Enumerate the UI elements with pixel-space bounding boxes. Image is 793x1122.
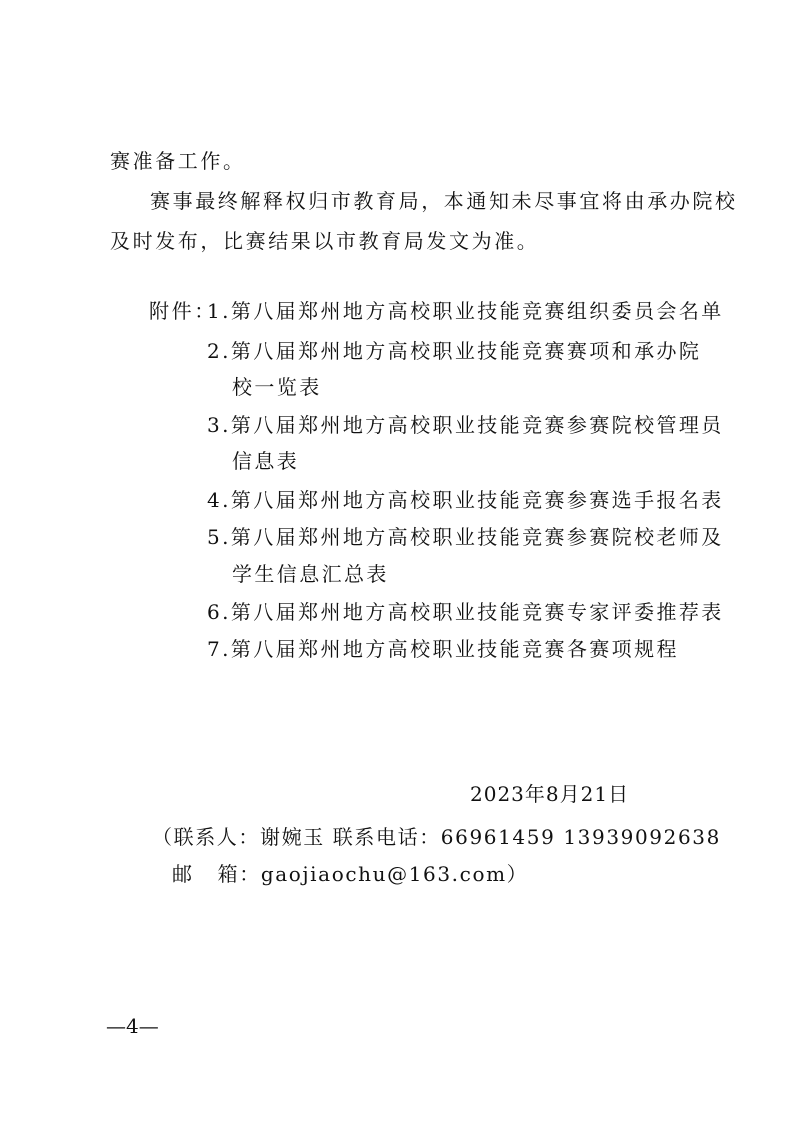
attachment-item-2-cont: 校一览表 xyxy=(232,375,322,399)
contact-person: 谢婉玉 xyxy=(260,825,325,849)
attachment-item-3-cont: 信息表 xyxy=(232,449,300,473)
contact-phone-label: 联系电话： xyxy=(332,825,441,849)
contact-person-label: 联系人： xyxy=(173,825,261,849)
attachment-item-1: 1.第八届郑州地方高校职业技能竞赛组织委员会名单 xyxy=(207,299,724,323)
attachment-item-7: 7.第八届郑州地方高校职业技能竞赛各赛项规程 xyxy=(207,637,679,661)
email-line xyxy=(172,862,528,886)
attachment-item-4: 4.第八届郑州地方高校职业技能竞赛参赛选手报名表 xyxy=(207,488,724,512)
attachment-item-5: 5.第八届郑州地方高校职业技能竞赛参赛院校老师及 xyxy=(207,525,724,549)
attachment-item-5-cont: 学生信息汇总表 xyxy=(232,562,389,586)
page-number: —4— xyxy=(106,1014,159,1038)
close-paren: ） xyxy=(506,862,529,886)
attachments-label: 附件： xyxy=(149,299,217,323)
issue-date: 2023年8月21日 xyxy=(470,782,630,806)
paragraph-interpretation: 赛事最终解释权归市教育局，本通知未尽事宜将由承办院校 xyxy=(150,189,738,213)
attachment-item-6: 6.第八届郑州地方高校职业技能竞赛专家评委推荐表 xyxy=(207,600,724,624)
email-address: gaojiaochu@163.com xyxy=(260,862,507,886)
attachment-item-2: 2.第八届郑州地方高校职业技能竞赛赛项和承办院 xyxy=(207,339,702,363)
contact-phones: 66961459 13939092638 xyxy=(440,825,721,849)
open-paren: （ xyxy=(152,825,174,849)
email-label-part1: 邮 xyxy=(172,862,194,886)
contact-line xyxy=(152,825,721,849)
attachment-item-3: 3.第八届郑州地方高校职业技能竞赛参赛院校管理员 xyxy=(207,413,724,437)
email-label-part2: 箱： xyxy=(217,862,261,886)
paragraph-continuation: 赛准备工作。 xyxy=(110,149,246,173)
paragraph-interpretation-cont: 及时发布，比赛结果以市教育局发文为准。 xyxy=(110,229,540,253)
